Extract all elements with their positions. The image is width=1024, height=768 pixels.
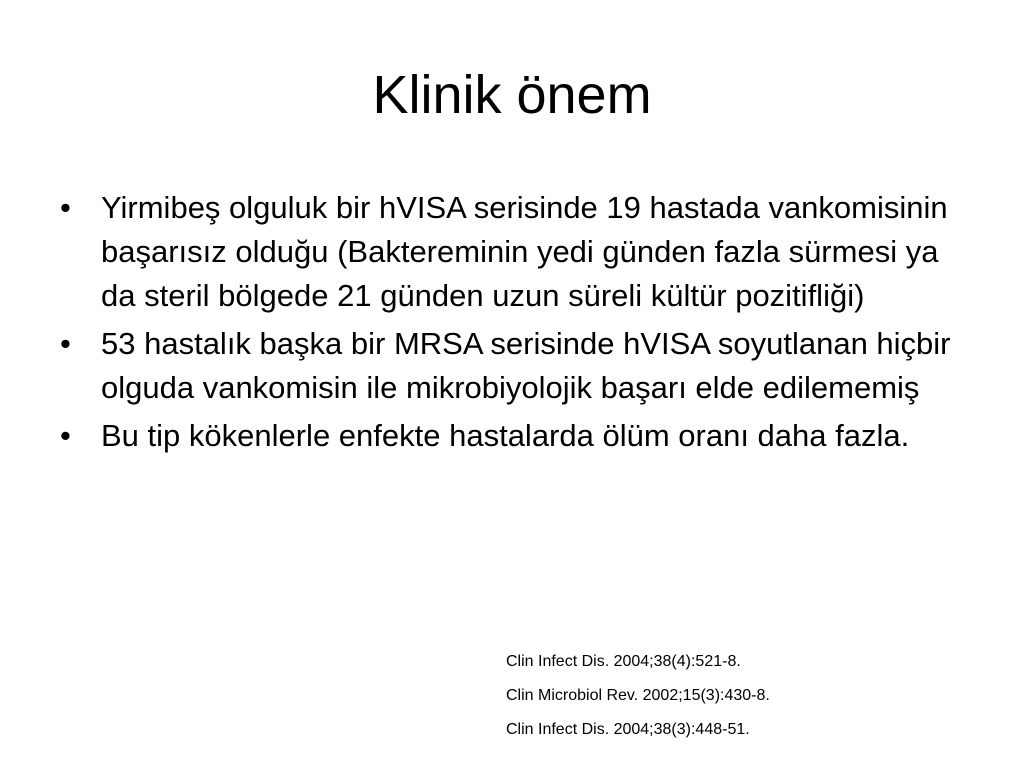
reference-item: Clin Infect Dis. 2004;38(3):448-51. [506,721,750,738]
bullet-item [60,186,960,318]
reference-list [506,645,1006,747]
bullet-text: 53 hastalık başka bir MRSA serisinde hVISA soyutlanan hiçbir olguda vankomisin ile mikrobiyolojik başarı elde edilememiş [101,326,951,405]
bullet-text: Bu tip kökenlerle enfekte hastalarda ölüm oranı daha fazla. [101,418,910,453]
slide-title: Klinik önem [372,65,652,125]
bullet-list [60,186,960,462]
bullet-item [60,414,960,458]
reference-item: Clin Infect Dis. 2004;38(4):521-8. [506,653,741,670]
reference-item: Clin Microbiol Rev. 2002;15(3):430-8. [506,687,770,704]
bullet-icon: • [60,418,71,453]
bullet-text: Yirmibeş olguluk bir hVISA serisinde 19 hastada vankomisinin başarısız olduğu (Baktereminin yedi günden fazla sürmesi ya da steril bölgede 21 günden uzun süreli kültür pozitifliği) [101,190,948,313]
bullet-item [60,322,960,410]
bullet-icon: • [60,326,71,361]
bullet-icon: • [60,190,71,225]
